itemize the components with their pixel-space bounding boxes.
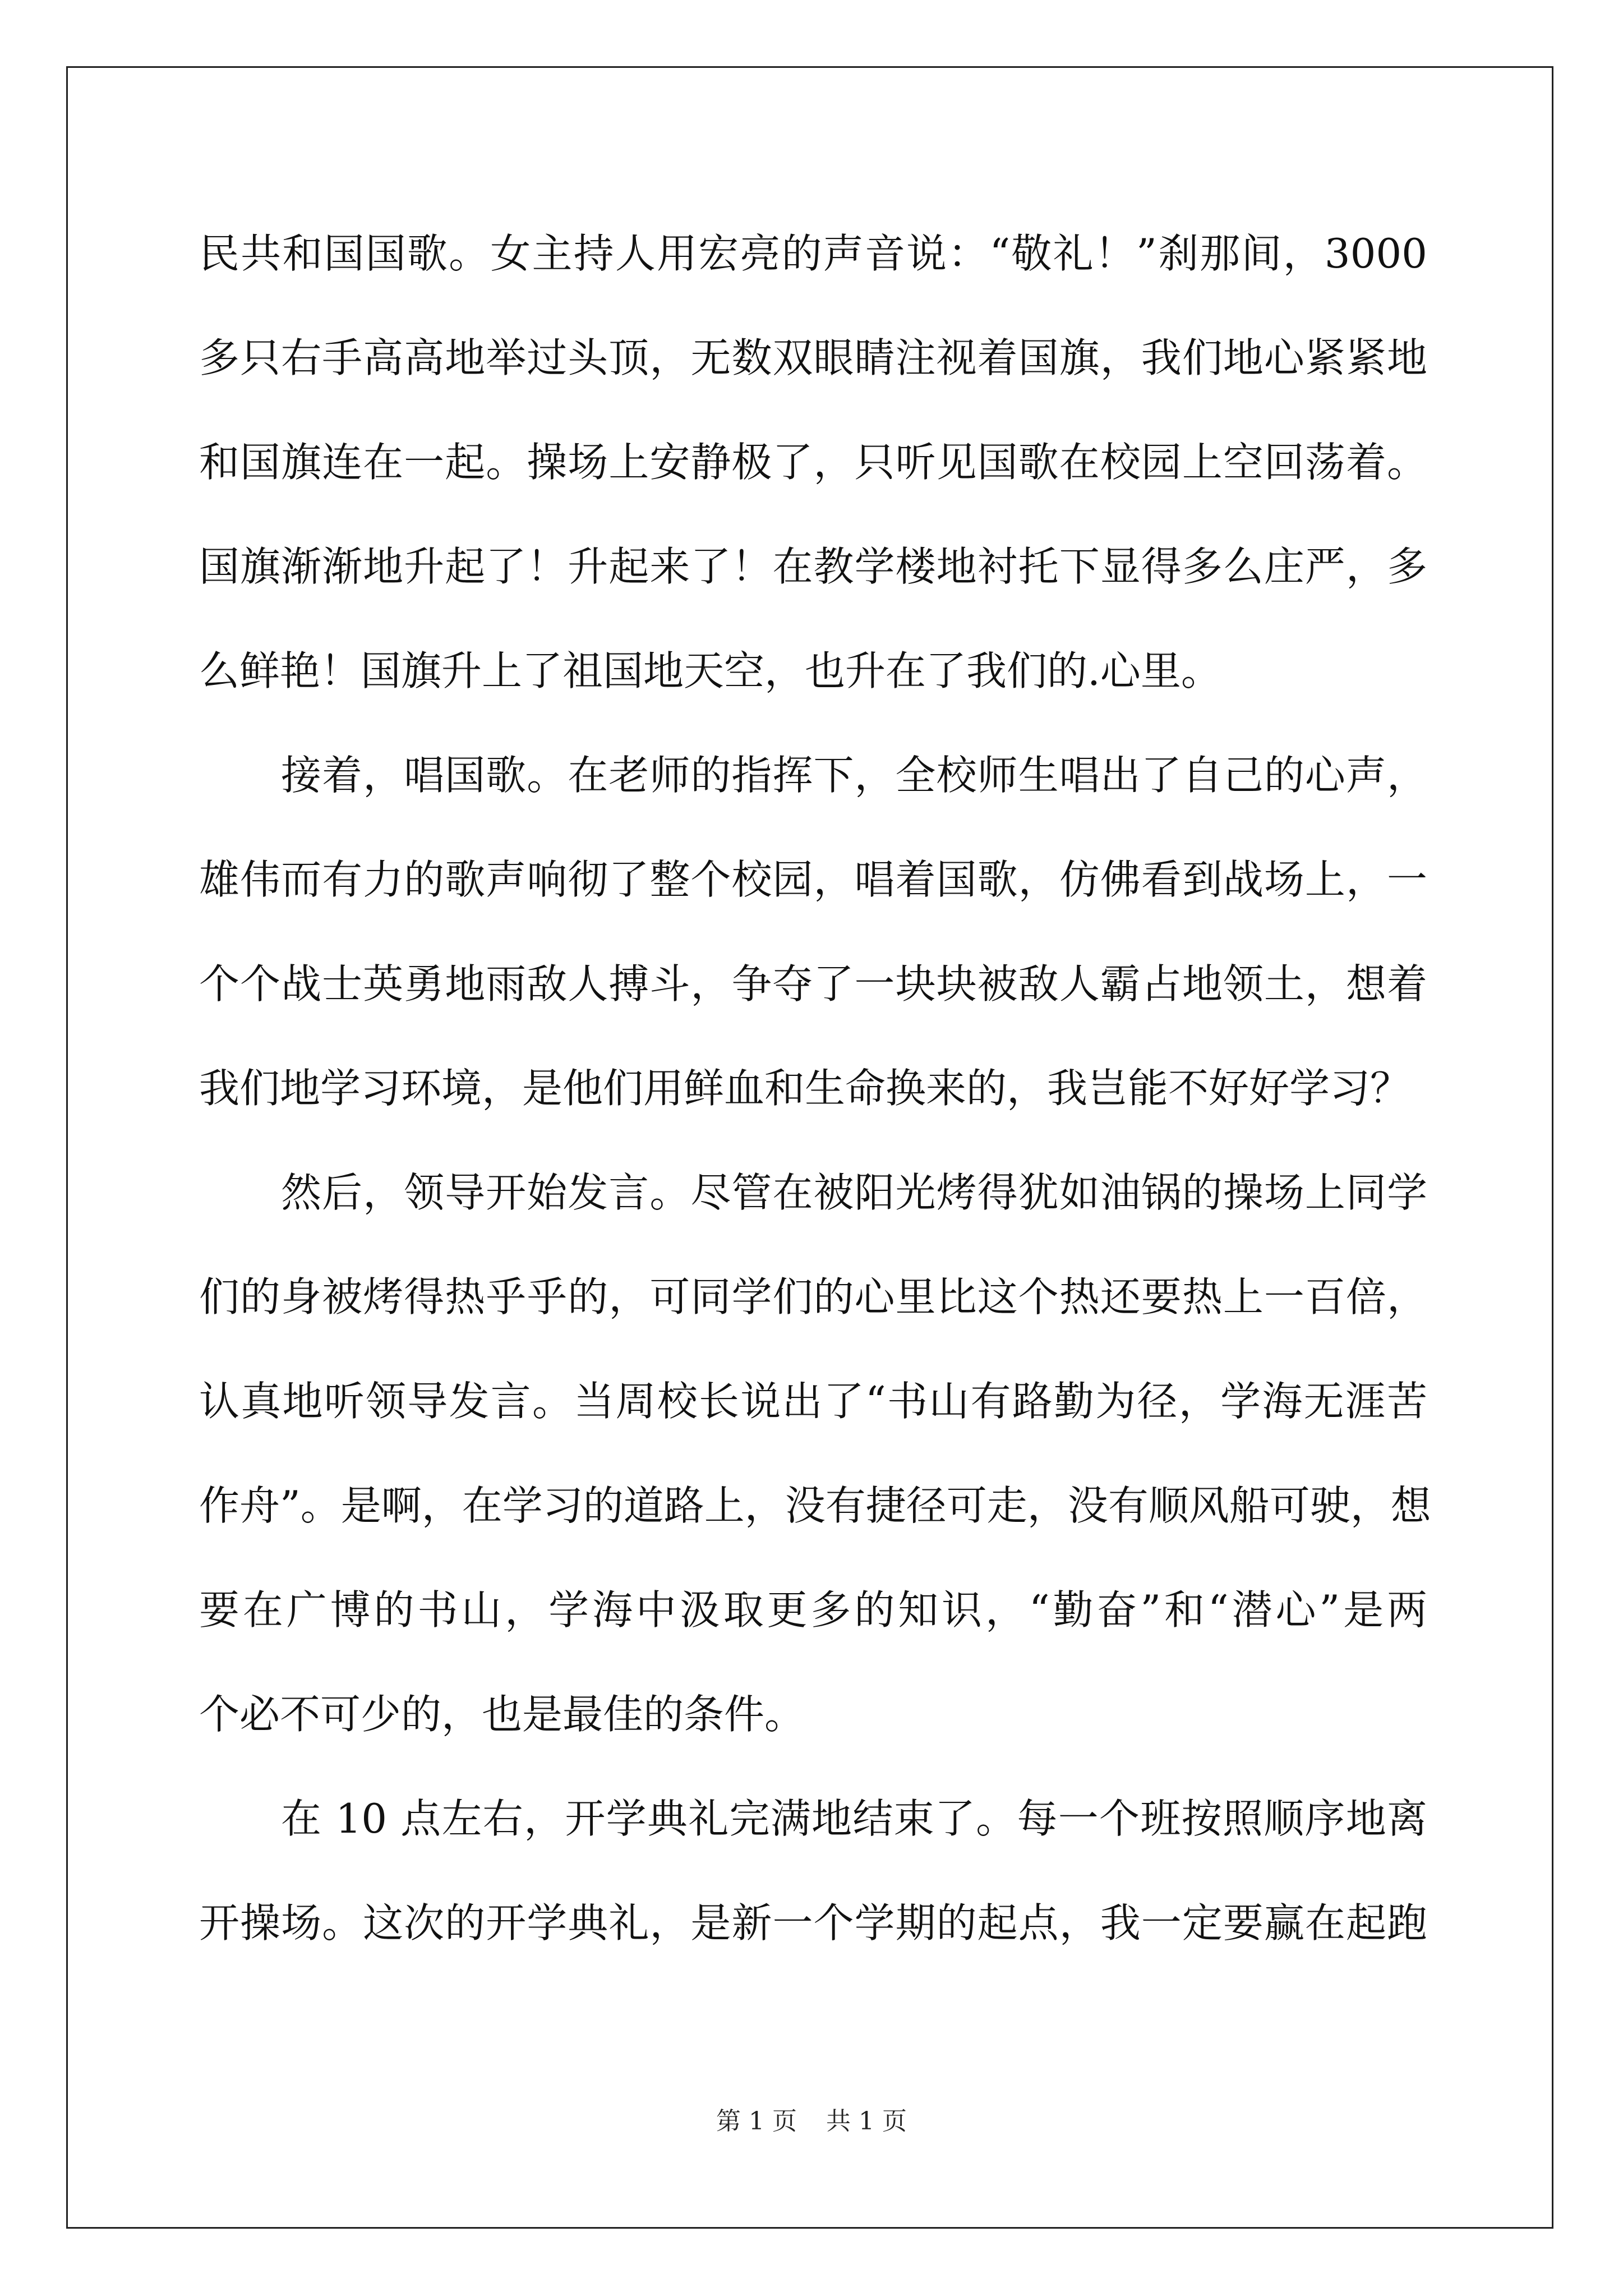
text-line: 和国旗连在一起。操场上安静极了，只听见国歌在校园上空回荡着。 [199, 439, 1427, 486]
text-line: 开操场。这次的开学典礼，是新一个学期的起点，我一定要赢在起跑 [199, 1899, 1427, 1947]
text-line: 雄伟而有力的歌声响彻了整个校园，唱着国歌，仿佛看到战场上，一 [199, 856, 1427, 903]
text-line: 们的身被烤得热乎乎的，可同学们的心里比这个热还要热上一百倍， [199, 1273, 1427, 1320]
page-number: 第 1 页 [716, 2107, 797, 2136]
text-line: 么鲜艳！国旗升上了祖国地天空，也升在了我们的.心里。 [199, 647, 1221, 694]
text-line: 民共和国国歌。女主持人用宏亮的声音说：“敬礼！”刹那间，3000 [199, 230, 1427, 277]
text-line: 作舟”。是啊，在学习的道路上，没有捷径可走，没有顺风船可驶，想 [199, 1482, 1431, 1529]
page-footer [0, 2101, 1623, 2137]
text-line: 个个战士英勇地雨敌人搏斗，争夺了一块块被敌人霸占地领土，想着 [199, 960, 1427, 1007]
text-line: 在 10 点左右，开学典礼完满地结束了。每一个班按照顺序地离 [281, 1795, 1427, 1842]
text-line: 个必不可少的，也是最佳的条件。 [199, 1691, 805, 1738]
text-line: 然后，领导开始发言。尽管在被阳光烤得犹如油锅的操场上同学 [281, 1169, 1427, 1216]
text-line: 认真地听领导发言。当周校长说出了“书山有路勤为径，学海无涯苦 [199, 1378, 1427, 1425]
text-line: 要在广博的书山，学海中汲取更多的知识，“勤奋”和“潜心”是两 [199, 1586, 1427, 1634]
text-line: 接着，唱国歌。在老师的指挥下，全校师生唱出了自己的心声， [281, 752, 1427, 799]
text-line: 我们地学习环境，是他们用鲜血和生命换来的，我岂能不好好学习？ [199, 1065, 1411, 1112]
document-body [199, 219, 1431, 1993]
text-line: 国旗渐渐地升起了！升起来了！在教学楼地衬托下显得多么庄严，多 [199, 543, 1427, 590]
page-total: 共 1 页 [826, 2107, 907, 2136]
text-line: 多只右手高高地举过头顶，无数双眼睛注视着国旗，我们地心紧紧地 [199, 334, 1427, 381]
